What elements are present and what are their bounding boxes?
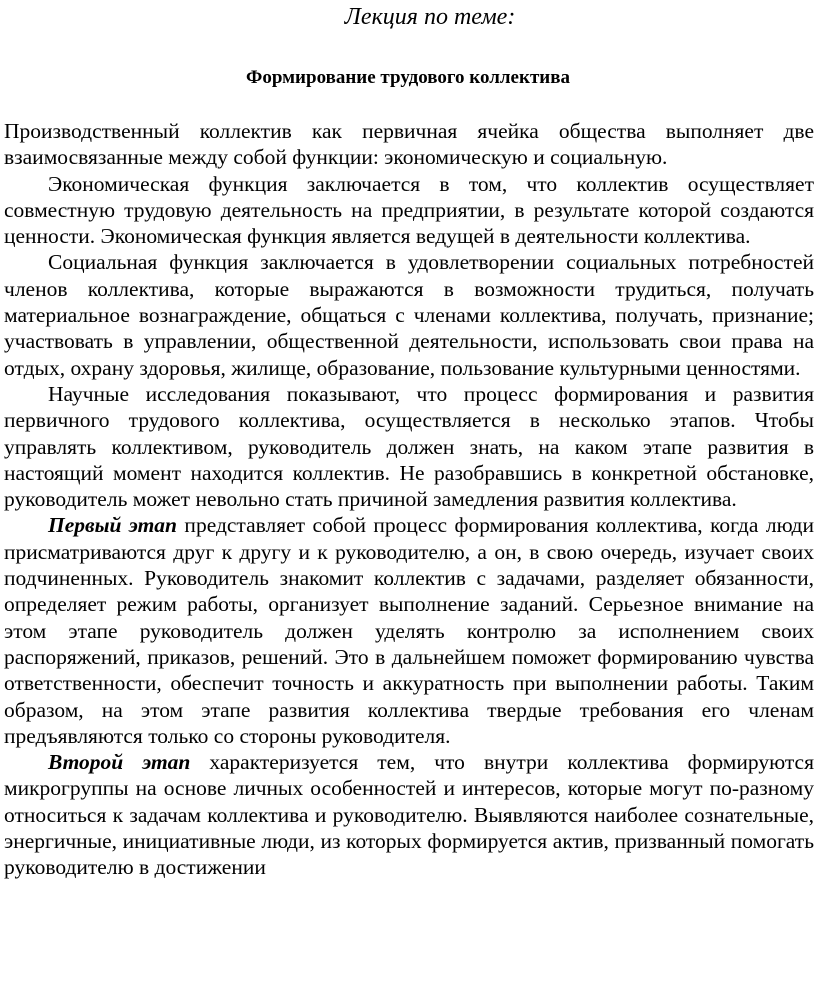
lecture-body [4, 118, 814, 881]
paragraph-social-function: Социальная функция заключается в удовлетворении социальных потребностей членов коллектива, которые выражаются в возможности трудиться, получать материальное вознаграждение, общаться с членами коллектива, получать, признание; участвовать в управлении, общественной деятельности, использовать свои права на отдых, охрану здоровья, жилище, образование, пользование культурными ценностями. [4, 250, 814, 380]
first-stage-label: Первый этап [48, 513, 177, 538]
lecture-subtitle: Лекция по теме: [344, 4, 516, 30]
paragraph-research: Научные исследования показывают, что процесс формирования и развития первичного трудового коллектива, осуществляется в несколько этапов. Чтобы управлять коллективом, руководитель должен знать, на каком этапе развития в настоящий момент находится коллектив. Не разобравшись в конкретной обстановке, руководитель может невольно стать причиной замедления развития коллектива. [4, 381, 814, 512]
second-stage-label: Второй этап [48, 750, 191, 775]
second-stage-text: характеризуется тем, что внутри коллектива формируются микрогруппы на основе личных особенностей и интересов, которые могут по-разному относиться к задачам коллектива и руководителю. Выявляются наиболее сознательные, энергичные, инициативные люди, из которых формируется актив, призванный помогать руководителю в достижении [4, 750, 814, 880]
lecture-title: Формирование трудового коллектива [246, 67, 570, 88]
paragraph-first-stage [4, 512, 814, 749]
paragraph-intro: Производственный коллектив как первичная ячейка общества выполняет две взаимосвязанные между собой функции: экономическую и социальную. [4, 119, 814, 170]
paragraph-economic-function: Экономическая функция заключается в том, что коллектив осуществляет совместную трудовую деятельность на предприятии, в результате которой создаются ценности. Экономическая функция является ведущей в деятельности коллектива. [4, 171, 814, 249]
paragraph-second-stage [4, 749, 814, 880]
first-stage-text: представляет собой процесс формирования коллектива, когда люди присматриваются друг к другу и к руководителю, а он, в свою очередь, изучает своих подчиненных. Руководитель знакомит коллектив с задачами, разделяет обязанности, определяет режим работы, организует выполнение заданий. Серьезное внимание на этом этапе руководитель должен уделять контролю за исполнением своих распоряжений, приказов, решений. Это в дальнейшем поможет формированию чувства ответственности, обеспечит точность и аккуратность при выполнении работы. Таким образом, на этом этапе развития коллектива твердые требования его членам предъявляются только со стороны руководителя. [4, 513, 814, 748]
